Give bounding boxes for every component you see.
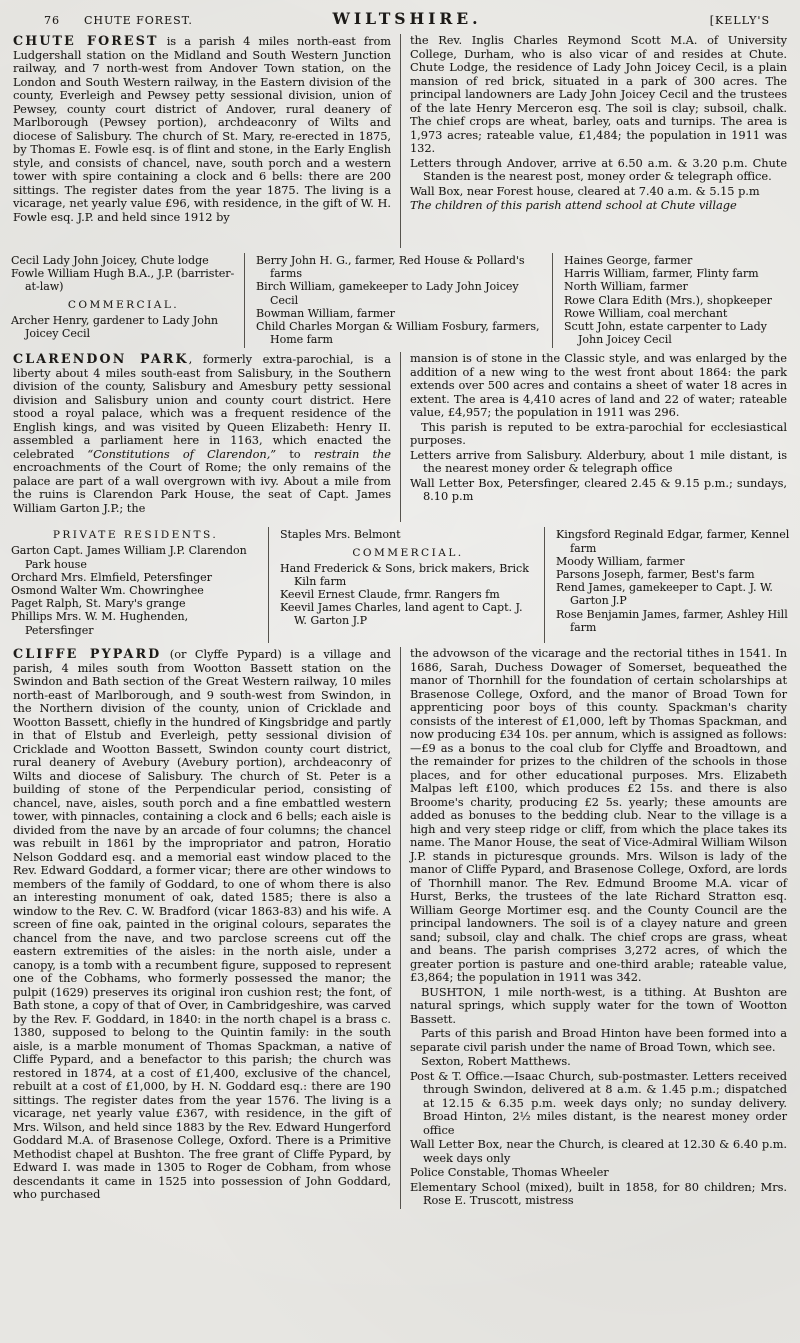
chute-headword: CHUTE FOREST: [13, 33, 159, 48]
clarendon-wall-box-note: Wall Letter Box, Petersfinger, cleared 2.45 & 9.15 p.m.; sundays, 8.10 p.m: [410, 476, 787, 504]
clarendon-parish-note: This parish is reputed to be extra-parochial for ecclesiastical purposes.: [410, 420, 787, 448]
directory-entry: Archer Henry, gardener to Lady John Joicey Cecil: [11, 313, 219, 340]
clarendon-intro-italic: restrain the: [313, 447, 391, 461]
bushton-paragraph: BUSHTON, 1 mile north-west, is a tithing. At Bushton are natural springs, which supply water for the town of Wootton Bassett.: [410, 985, 787, 1026]
clarendon-listing-col2: [268, 527, 544, 643]
chute-left-column: [0, 34, 400, 248]
directory-entry: Hand Frederick & Sons, brick makers, Brick Kiln farm: [280, 561, 529, 588]
clarendon-intro-text-a: , formerly extra-parochial, is a liberty about 4 miles south-east from Salisbury, in the Southern division of the county, Salisbury and Amesbury petty sessional division and Salisbury union and county court district. Here stood a royal palace, which was a frequent residence of the English kings, and was visited by Queen Elizabeth: Henry II. assembled a parliament here in 1163, which enacted the celebrated: [13, 353, 391, 461]
clarendon-continuation: mansion is of stone in the Classic style, and was enlarged by the addition of a new wing to the west front about 1864: the park extends over 500 acres and contains a sheet of water 18 acres in extent. The area is 4,410 acres of land and 22 of water; rateable value, £4,957; the population in 1911 was 296.: [410, 352, 787, 420]
directory-entry: Rowe Clara Edith (Mrs.), shopkeeper: [564, 293, 772, 307]
cliffe-wall-box-note: Wall Letter Box, near the Church, is cleared at 12.30 & 6.40 p.m. week days only: [410, 1138, 787, 1165]
clarendon-intro-paragraph: [13, 352, 391, 515]
commercial-heading: COMMERCIAL.: [352, 546, 464, 559]
section-clarendon-park: [0, 352, 800, 522]
sexton-note: Sexton, Robert Matthews.: [421, 1055, 571, 1069]
page-number: 76: [44, 14, 60, 27]
chute-intro-text: is a parish 4 miles north-east from Ludgershall station on the Midland and South Western Junction railway, and 7 north-west from Andover Town station, on the London and South Western railway, in the Eastern division of the county, Everleigh and Pewsey petty sessional division, union of Pewsey, county court district of Andover, rural deanery of Marlborough (Pewsey portion), archdeaconry of Wilts and diocese of Salisbury. The church of St. Mary, re-erected in 1875, by Thomas E. Fowle esq. is of flint and stone, in the Early English style, and consists of chancel, nave, south porch and a western tower with spire containing a clock and 6 bells: there are 200 sittings. The register dates from the year 1875. The living is a vicarage, net yearly value £96, with residence, in the gift of W. H. Fowle esq. J.P. and held since 1912 by: [13, 35, 392, 224]
directory-entry: Rose Benjamin James, farmer, Ashley Hill farm: [556, 607, 788, 634]
page-header: [0, 0, 800, 30]
directory-entry: Harris William, farmer, Flinty farm: [564, 267, 759, 281]
running-title-right: [KELLY'S: [709, 14, 770, 27]
cliffe-intro-text: (or Clyffe Pypard) is a village and parish, 4 miles south from Wootton Bassett station on the Swindon and Bath section of the Great Western railway, 10 miles north-east of Marlborough, and 9 south-west from Swindon, in the Northern division of the county, union of Cricklade and Wootton Bassett, chiefly in the hundred of Kingsbridge and partly in that of Elstub and Everleigh, petty sessional division of Cricklade and Wootton Bassett, Swindon county court district, rural deanery of Avebury (Avebury portion), archdeaconry of Wilts and diocese of Salisbury. The church of St. Peter is a building of stone of the Perpendicular period, consisting of chancel, nave, aisles, south porch and a fine embattled western tower, with pinnacles, containing a clock and 6 bells; each aisle is divided from the nave by an arcade of four columns; the chancel was rebuilt in 1861 by the impropriator and patron, Horatio Nelson Goddard esq. and a memorial east window placed to the Rev. Edward Goddard, a former vicar; there are other windows to members of the family of Goddard, to one of whom there is also an interesting monument of oak, dated 1585; there is also a window to the Rev. C. W. Bradford (vicar 1863-83) and his wife. A screen of fine oak, painted in the original colours, separates the chancel from the nave, and two parclose screens cut off the eastern extremities of the aisles: in the north aisle, under a canopy, is a tomb with a recumbent figure, supposed to represent one of the Cobhams, who formerly possessed the manor; the pulpit (1629) preserves its original iron cushion rest; the font, of Bath stone, a copy of that of Over, in Cambridgeshire, was carved by the Rev. F. Goddard, in 1840: in the north chapel is a brass c. 1380, supposed to belong to the Quintin family: in the south aisle, is a marble monument of Thomas Spackman, a native of Cliffe Pypard, and a benefactor to this parish; the church was restored in 1874, at a cost of £1,400, exclusive of the chancel, rebuilt at a cost of £1,000, by H. N. Goddard esq.: there are 190 sittings. The register dates from the year 1576. The living is a vicarage, net yearly value £367, with residence, in the gift of Mrs. Wilson, and held since 1883 by the Rev. Edward Hungerford Goddard M.A. of Brasenose College, Oxford. There is a Primitive Methodist chapel at Bushton. The free grant of Cliffe Pypard, by Edward I. was made in 1305 to Roger de Cobham, from whose descendants it came in 1525 into possession of John Goddard, who purchased: [13, 648, 391, 1202]
directory-entry: Child Charles Morgan & William Fosbury, farmers, Home farm: [256, 320, 540, 347]
directory-entry: Rend James, gamekeeper to Capt. J. W. Garton J.P: [556, 581, 773, 608]
directory-entry: Birch William, gamekeeper to Lady John Joicey Cecil: [256, 280, 519, 307]
broad-town-note: Parts of this parish and Broad Hinton have been formed into a separate civil parish under the name of Broad Town, which see.: [410, 1027, 787, 1054]
police-constable-note: Police Constable, Thomas Wheeler: [410, 1166, 609, 1180]
county-title: WILTSHIRE.: [332, 9, 482, 28]
directory-entry: Orchard Mrs. Elmfield, Petersfinger: [11, 570, 212, 584]
section-chute-forest: [0, 34, 800, 248]
cliffe-left-column: [0, 647, 400, 1209]
directory-entry: Scutt John, estate carpenter to Lady John Joicey Cecil: [564, 320, 767, 347]
clarendon-intro-text-c: encroachments of the Court of Rome; the only remains of the palace are part of a wall overgrown with ivy. About a mile from the ruins is Clarendon Park House, the seat of Capt. James William Garton J.P.; the: [13, 461, 391, 515]
post-office-note: Post & T. Office.—Isaac Church, sub-postmaster. Letters received through Swindon, delivered at 8 a.m. & 1.45 p.m.; dispatched at 12.15 & 6.35 p.m. week days only; no sunday delivery. Broad Hinton, 2½ miles distant, is the nearest money order office: [410, 1069, 787, 1137]
cliffe-intro-paragraph: [13, 647, 391, 1202]
clarendon-headword: CLARENDON PARK: [13, 351, 189, 367]
directory-entry: Kingsford Reginald Edgar, farmer, Kennel farm: [556, 528, 790, 555]
directory-entry: Rowe William, coal merchant: [564, 306, 728, 320]
chute-letters-note: Letters through Andover, arrive at 6.50 a.m. & 3.20 p.m. Chute Standen is the nearest post, money order & telegraph office.: [410, 156, 787, 183]
clarendon-intro-text-b: to: [276, 447, 314, 461]
elementary-school-note: Elementary School (mixed), built in 1858, for 80 children; Mrs. Rose E. Truscott, mistress: [410, 1180, 787, 1208]
running-title-parish: CHUTE FOREST.: [84, 14, 193, 27]
running-header-left: [44, 14, 332, 27]
cliffe-headword: CLIFFE PYPARD: [13, 646, 162, 662]
directory-entry: Paget Ralph, St. Mary's grange: [11, 597, 186, 611]
chute-listing-col3: [552, 253, 800, 348]
private-residents-heading: PRIVATE RESIDENTS.: [52, 529, 219, 542]
directory-entry: Phillips Mrs. W. M. Hughenden, Petersfinger: [11, 610, 189, 637]
directory-entry: Fowle William Hugh B.A., J.P. (barrister-at-law): [11, 267, 235, 294]
clarendon-directory-listing: [0, 527, 800, 643]
constitutions-quote: “Constitutions of Clarendon,”: [87, 447, 277, 461]
chute-school-note: The children of this parish attend school at Chute village: [410, 199, 737, 212]
chute-listing-col1: [0, 253, 244, 348]
section-cliffe-pypard: [0, 647, 800, 1209]
directory-entry: Bowman William, farmer: [256, 306, 395, 320]
directory-entry: Berry John H. G., farmer, Red House & Pollard's farms: [256, 254, 525, 281]
directory-entry: Cecil Lady John Joicey, Chute lodge: [11, 254, 209, 267]
cliffe-right-column: [400, 647, 800, 1209]
directory-entry: Garton Capt. James William J.P. Clarendon Park house: [11, 544, 247, 571]
commercial-heading: COMMERCIAL.: [67, 298, 180, 311]
directory-entry: Osmond Walter Wm. Chowringhee: [11, 584, 204, 598]
clarendon-listing-col1: [0, 527, 268, 643]
cliffe-continuation: the advowson of the vicarage and the rectorial tithes in 1541. In 1686, Sarah, Duchess Dowager of Somerset, bequeathed the manor of Thornhill for the foundation of certain scholarships at Brasenose College, Oxford, and the manor of Broad Town for apprenticing poor boys of this county. Spackman's charity consists of the interest of £1,000, left by Thomas Spackman, and now producing £34 10s. per annum, which is assigned as follows:—£9 as a bonus to the coal club for Clyffe and Broadtown, and the remainder for prizes to the children of the schools in those places, and for other educational purposes. Mrs. Elizabeth Malpas left £100, which produces £2 15s. and there is also Broome's charity, producing £2 5s. yearly; these amounts are added as bonuses to the bedding club. Near to the village is a high and very steep ridge or cliff, from which the place takes its name. The Manor House, the seat of Vice-Admiral William Wilson J.P. stands in picturesque grounds. Mrs. Wilson is lady of the manor of Cliffe Pypard, and Brasenose College, Oxford, are lords of Thornhill manor. The Rev. Edmund Broome M.A. vicar of Hurst, Berks, the trustees of the late Richard Stratton esq. William George Mortimer esq. and the County Council are the principal landowners. The soil is of a clayey nature and green sand; subsoil, clay and chalk. The chief crops are grass, wheat and beans. The parish comprises 3,272 acres, of which the greater portion is pasture and one-third arable; rateable value, £3,864; the population in 1911 was 342.: [410, 647, 787, 985]
chute-wall-box-note: Wall Box, near Forest house, cleared at 7.40 a.m. & 5.15 p.m: [410, 184, 760, 198]
directory-entry: Keevil Ernest Claude, frmr. Rangers fm: [280, 588, 500, 602]
chute-listing-col2: [244, 253, 552, 348]
clarendon-right-column: [400, 352, 800, 522]
clarendon-left-column: [0, 352, 400, 522]
chute-right-column: [400, 34, 800, 248]
directory-entry: Parsons Joseph, farmer, Best's farm: [556, 568, 755, 582]
directory-entry: North William, farmer: [564, 280, 688, 294]
chute-continuation: the Rev. Inglis Charles Reymond Scott M.A. of University College, Durham, who is also vicar of and resides at Chute. Chute Lodge, the residence of Lady John Joicey Cecil, is a plain mansion of red brick, situated in a park of 300 acres. The principal landowners are Lady John Joicey Cecil and the trustees of the late Henry Merceron esq. The soil is clay; subsoil, chalk. The chief crops are wheat, barley, oats and turnips. The area is 1,973 acres; rateable value, £1,484; the population in 1911 was 132.: [410, 34, 787, 155]
chute-directory-listing: [0, 253, 800, 348]
directory-entry: Haines George, farmer: [564, 254, 693, 267]
directory-entry: Staples Mrs. Belmont: [280, 528, 401, 542]
clarendon-letters-note: Letters arrive from Salisbury. Alderbury, about 1 mile distant, is the nearest money order & telegraph office: [410, 448, 787, 476]
directory-entry: Keevil James Charles, land agent to Capt. J. W. Garton J.P: [280, 601, 523, 628]
clarendon-listing-col3: [544, 527, 800, 643]
directory-entry: Moody William, farmer: [556, 554, 685, 568]
chute-intro-paragraph: [13, 34, 391, 224]
